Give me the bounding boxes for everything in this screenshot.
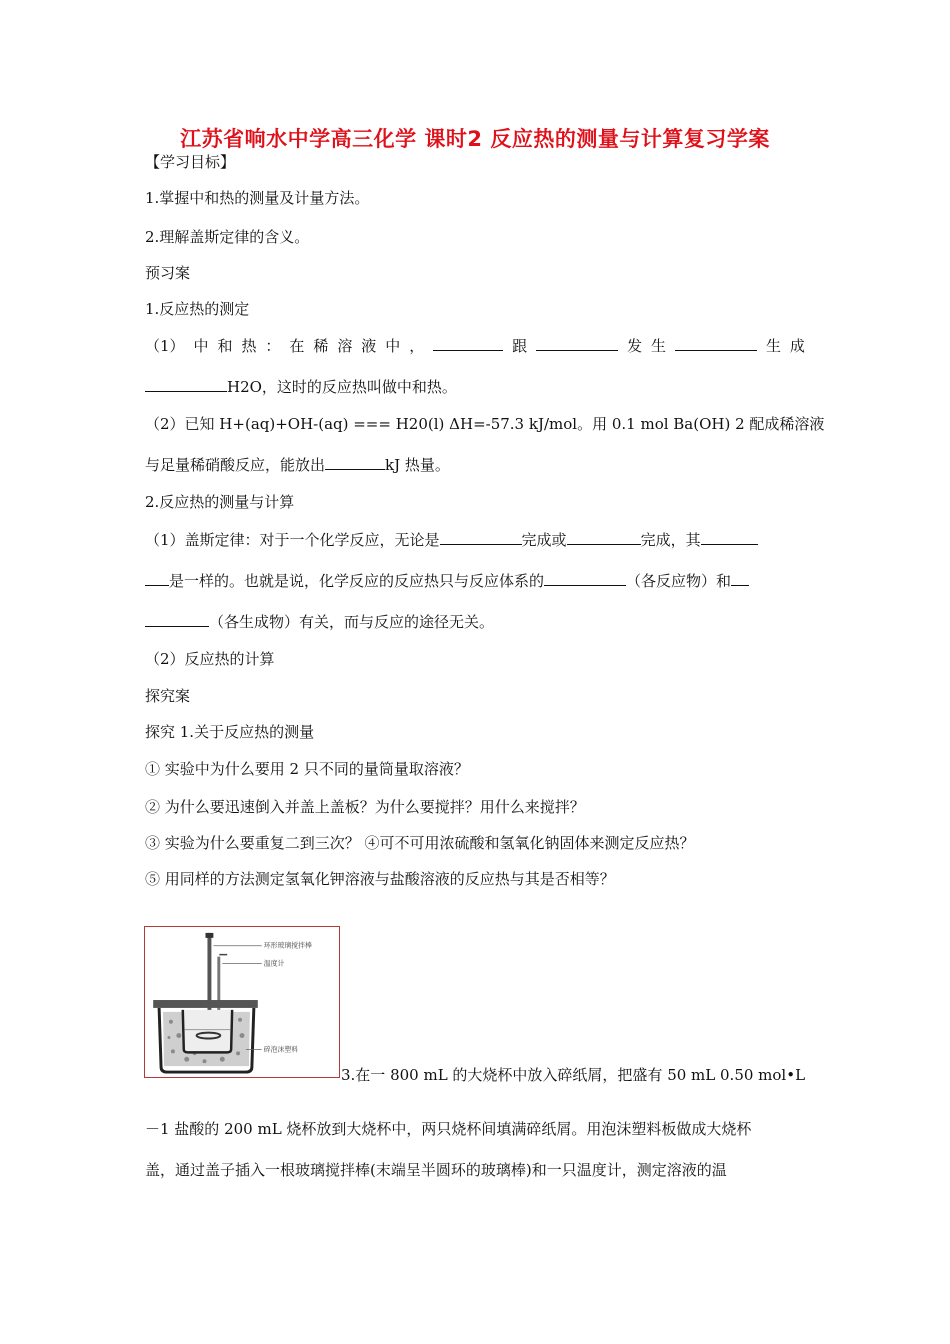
- q1-char: 在: [289, 337, 305, 355]
- fill-blank[interactable]: [145, 612, 209, 627]
- question-1-line-1: [145, 336, 805, 356]
- q1-char: 稀: [313, 337, 329, 355]
- fill-blank[interactable]: [145, 377, 227, 392]
- paragraph-3-line-3: 盖，通过盖子插入一根玻璃搅拌棒(末端呈半圆环的玻璃棒)和一只温度计，测定溶液的温: [145, 1161, 727, 1179]
- explore-1-heading: 探究 1.关于反应热的测量: [145, 723, 315, 741]
- q1-word: 发: [627, 337, 643, 355]
- fill-blank[interactable]: [325, 455, 385, 470]
- calorimeter-diagram: [144, 926, 340, 1078]
- q1-word: 生: [765, 337, 781, 355]
- q1-char: 溶: [337, 337, 353, 355]
- figure-label-stirrer: 环形玻璃搅拌棒: [263, 941, 312, 950]
- question-2-line-2: [145, 455, 450, 475]
- document-title: 江苏省响水中学高三化学 课时2 反应热的测量与计算复习学案: [180, 127, 770, 151]
- goals-heading: 【学习目标】: [145, 153, 236, 171]
- q1-char: 和: [217, 337, 233, 355]
- explore-heading: 探究案: [145, 687, 191, 705]
- q1-char: 热: [241, 337, 257, 355]
- q1-word: 成: [789, 337, 805, 355]
- paragraph-3-line-2: －1 盐酸的 200 mL 烧杯放到大烧杯中，两只烧杯间填满碎纸屑。用泡沫塑料板做成大烧杯: [145, 1120, 752, 1138]
- q1-char: （1）: [145, 337, 185, 355]
- explore-question-3-4: ③ 实验为什么要重复二到三次？ ④可不可用浓硫酸和氢氧化钠固体来测定反应热？: [145, 834, 695, 852]
- q1-char: 液: [361, 337, 377, 355]
- fill-blank[interactable]: [145, 571, 169, 586]
- explore-question-5: ⑤ 用同样的方法测定氢氧化钾溶液与盐酸溶液的反应热与其是否相等？: [145, 870, 615, 888]
- hess-line-3: [145, 612, 494, 632]
- calorimeter-svg: [145, 927, 339, 1077]
- fill-blank[interactable]: [433, 336, 503, 351]
- q1-word: 生: [651, 337, 667, 355]
- hess-text: 是一样的。也就是说，化学反应的反应热只与反应体系的: [169, 572, 545, 590]
- explore-question-1: ① 实验中为什么要用 2 只不同的量筒量取溶液？: [145, 760, 469, 778]
- q1-line2-text: H2O，这时的反应热叫做中和热。: [227, 378, 457, 396]
- fill-blank[interactable]: [731, 571, 749, 586]
- q1-char: ：: [265, 337, 281, 355]
- hess-line-1: [145, 530, 758, 550]
- paragraph-3-line-1: 3.在一 800 mL 的大烧杯中放入碎纸屑，把盛有 50 mL 0.50 mol•L: [341, 1066, 806, 1084]
- fill-blank[interactable]: [440, 530, 522, 545]
- q1-char: 中: [385, 337, 401, 355]
- fill-blank[interactable]: [675, 336, 757, 351]
- question-2-line-1: （2）已知 H+(aq)+OH-(aq) === H20(l) ΔH=-57.3 kJ/mol。用 0.1 mol Ba(OH) 2 配成稀溶液: [145, 415, 825, 433]
- fill-blank[interactable]: [544, 571, 626, 586]
- q1-word: 跟: [512, 337, 528, 355]
- goal-2: 2.理解盖斯定律的含义。: [145, 228, 310, 246]
- calc-heading: （2）反应热的计算: [145, 650, 275, 668]
- hess-line-2: [145, 571, 749, 591]
- hess-text: （1）盖斯定律：对于一个化学反应，无论是: [145, 531, 440, 549]
- section-1-heading: 1.反应热的测定: [145, 300, 250, 318]
- figure-label-thermometer: 温度计: [263, 959, 285, 968]
- hess-text: （各反应物）和: [626, 572, 732, 590]
- q1-char: 中: [193, 337, 209, 355]
- hess-text: 完成或: [521, 531, 567, 549]
- q2-text-a: 与足量稀硝酸反应，能放出: [145, 456, 326, 474]
- goal-1: 1.掌握中和热的测量及计量方法。: [145, 189, 370, 207]
- preview-heading: 预习案: [145, 264, 191, 282]
- figure-label-foam: 碎泡沫塑料: [263, 1045, 299, 1054]
- q2-text-b: kJ 热量。: [385, 456, 450, 474]
- question-1-line-2: [145, 377, 457, 397]
- fill-blank[interactable]: [701, 530, 758, 545]
- fill-blank[interactable]: [567, 530, 641, 545]
- fill-blank[interactable]: [536, 336, 618, 351]
- hess-text: （各生成物）有关，而与反应的途径无关。: [209, 613, 495, 631]
- hess-text: 完成，其: [640, 531, 701, 549]
- q1-char: ，: [409, 337, 425, 355]
- explore-question-2: ② 为什么要迅速倒入并盖上盖板？为什么要搅拌？用什么来搅拌？: [145, 798, 585, 816]
- section-2-heading: 2.反应热的测量与计算: [145, 493, 295, 511]
